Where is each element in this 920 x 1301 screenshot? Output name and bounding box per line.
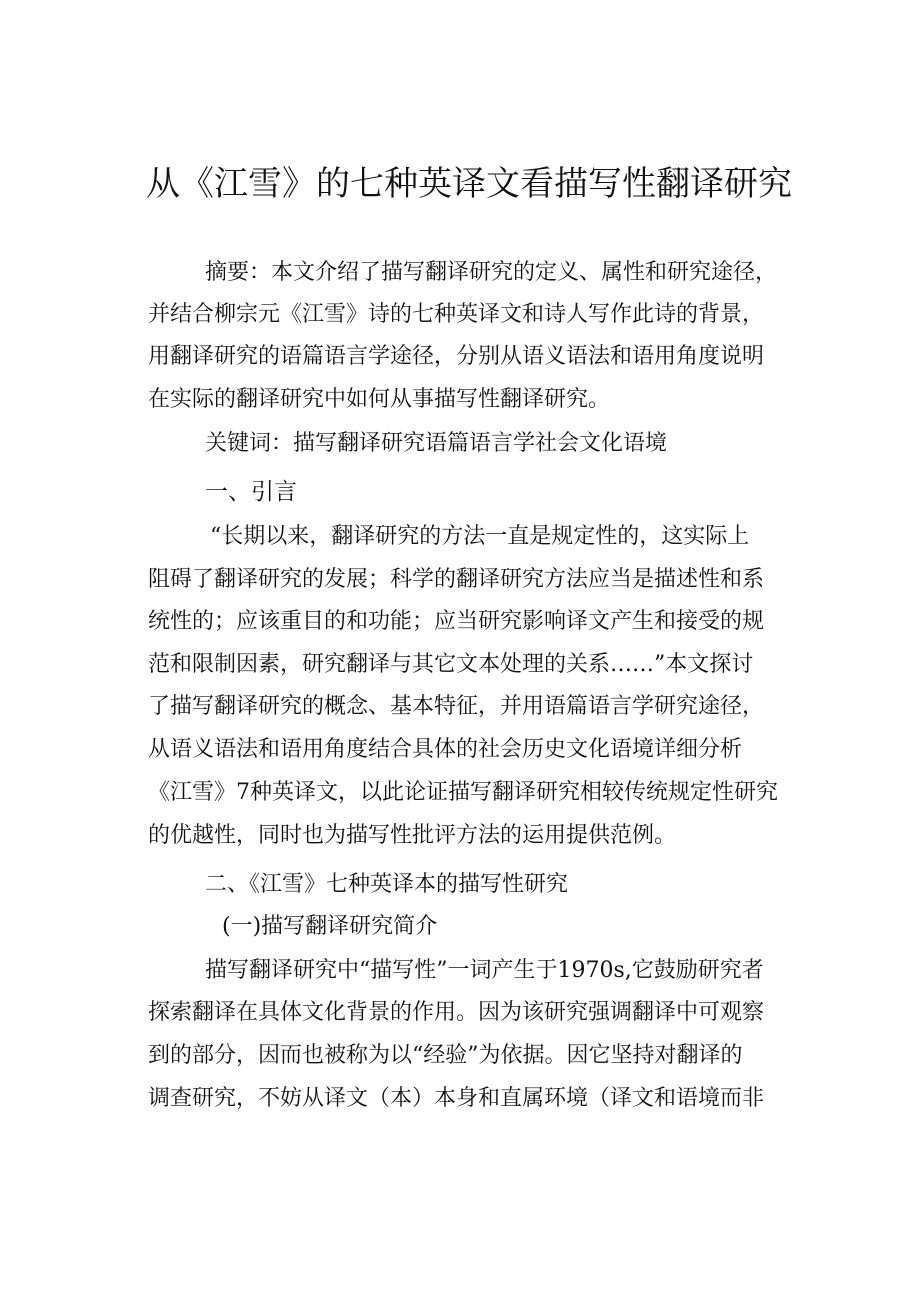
body-line: 了描写翻译研究的概念、基本特征，并用语篇语言学研究途径，	[148, 694, 765, 719]
section-heading-study: 二、《江雪》七种英译本的描写性研究	[205, 872, 569, 897]
subheading: (一)描写翻译研究简介	[222, 914, 438, 939]
body-line: 统性的；应该重目的和功能；应当研究影响译文产生和接受的规	[148, 609, 765, 634]
abstract-line: 摘要：本文介绍了描写翻译研究的定义、属性和研究途径，	[205, 260, 778, 285]
body-line: 阻碍了翻译研究的发展；科学的翻译研究方法应当是描述性和系	[148, 567, 765, 592]
abstract-line: 在实际的翻译研究中如何从事描写性翻译研究。	[148, 387, 611, 412]
body-line: 探索翻译在具体文化背景的作用。因为该研究强调翻译中可观察	[148, 1000, 765, 1025]
body-line: 的优越性，同时也为描写性批评方法的运用提供范例。	[148, 823, 677, 848]
body-line: 调查研究，不妨从译文（本）本身和直属环境（译文和语境而非	[148, 1086, 765, 1111]
body-line: 到的部分，因而也被称为以“经验”为依据。因它坚持对翻译的	[148, 1043, 743, 1068]
section-heading-introduction: 一、引言	[205, 479, 297, 505]
body-line: 《江雪》7种英译文，以此论证描写翻译研究相较传统规定性研究	[148, 780, 778, 805]
abstract-line: 并结合柳宗元《江雪》诗的七种英译文和诗人写作此诗的背景，	[148, 302, 765, 327]
abstract-line: 用翻译研究的语篇语言学途径，分别从语义语法和语用角度说明	[148, 344, 765, 369]
body-line: 范和限制因素，研究翻译与其它文本处理的关系……”本文探讨	[148, 652, 754, 677]
keywords-line: 关键词：描写翻译研究语篇语言学社会文化语境	[205, 431, 668, 456]
body-line: “长期以来，翻译研究的方法一直是规定性的，这实际上	[210, 524, 750, 549]
body-line: 描写翻译研究中“描写性”一词产生于1970s,它鼓励研究者	[205, 958, 764, 983]
body-line: 从语义语法和语用角度结合具体的社会历史文化语境详细分析	[148, 737, 743, 762]
document-title: 从《江雪》的七种英译文看描写性翻译研究	[146, 164, 792, 204]
